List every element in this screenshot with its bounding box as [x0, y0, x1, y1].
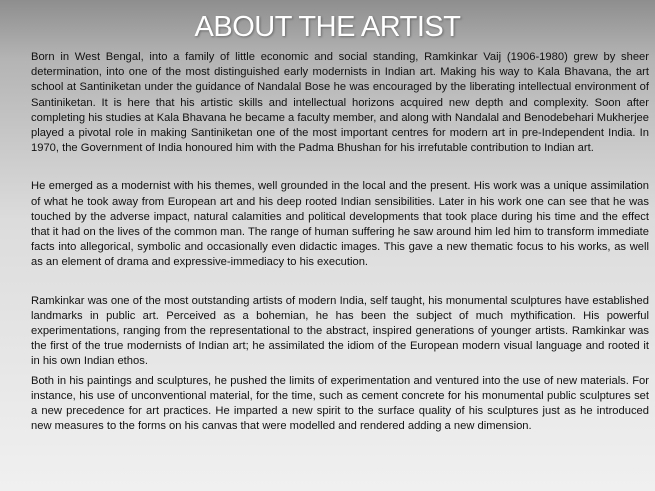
slide-body	[31, 50, 649, 434]
slide-title: ABOUT THE ARTIST	[194, 11, 461, 43]
paragraph-1: Born in West Bengal, into a family of little economic and social standing, Ramkinkar Vaij (1906-1980) grew by sheer determination, into one of the most distinguished early modernists in Indian art. Making his way to Kala Bhavana, the art school at Santiniketan under the guidance of Nandalal Bose he was encouraged by the liberating intellectual environment of Santiniketan. It is here that his artistic skills and intellectual horizons acquired new depth and complexity. Soon after completing his studies at Kala Bhavana he became a faculty member, and along with Nandalal and Benodebehari Mukherjee played a pivotal role in making Santiniketan one of the most important centres for modern art in pre-Independent India. In 1970, the Government of India honoured him with the Padma Bhushan for his irrefutable contribution to Indian art.	[31, 51, 649, 155]
paragraph-3: Ramkinkar was one of the most outstanding artists of modern India, self taught, his monumental sculptures have established landmarks in public art. Perceived as a bohemian, he has been the subject of much mythification. His powerful experimentations, ranging from the representational to the abstract, inspired generations of younger artists. Ramkinkar was the first of the true modernists of Indian art; he assimilated the idiom of the European modern visual language and rooted it in his own Indian ethos.	[31, 294, 649, 368]
paragraph-2: He emerged as a modernist with his themes, well grounded in the local and the present. His work was a unique assimilation of what he took away from European art and his deep rooted Indian sensibilities. Later in his work one can see that he was touched by the adverse impact, natural calamities and political developments that took place during his time and the effect that it had on the lives of the common man. The range of human suffering he saw around him led him to transform immediate facts into allegorical, symbolic and occasionally even didactic images. This gave a new thematic focus to his works, as well as an element of drama and expressive-immediacy to his execution.	[31, 180, 649, 269]
paragraph-4: Both in his paintings and sculptures, he pushed the limits of experimentation and ventured into the use of new materials. For instance, his use of unconventional material, for the time, such as cement concrete for his monumental public sculptures set a new precedence for art practices. He imparted a new spirit to the surface quality of his sculptures just as he introduced new measures to the forms on his canvas that were modelled and rendered adding a new dimension.	[31, 374, 649, 433]
